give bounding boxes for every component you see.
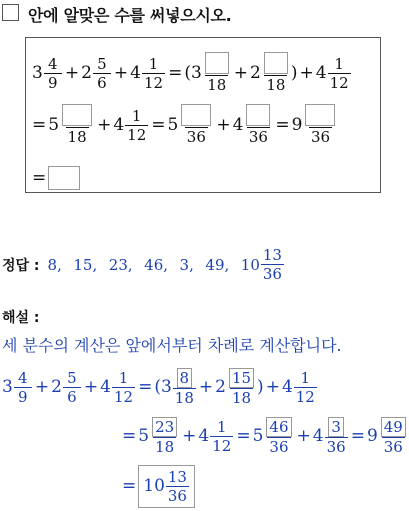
fraction-blank: 36 — [179, 104, 213, 146]
blank-box-icon — [2, 4, 19, 21]
whole-number: 9 — [291, 114, 303, 135]
answer-blank-6[interactable] — [305, 104, 335, 126]
filled-answer-4: 46 — [266, 417, 291, 437]
paren-whole: (3 — [184, 62, 202, 83]
explanation-label: 해설 : — [2, 310, 40, 326]
answer-blank-7[interactable] — [48, 166, 80, 190]
answer-blank-3[interactable] — [62, 104, 92, 126]
answer-blank-2[interactable] — [264, 52, 288, 74]
equals-sign: = — [168, 62, 183, 83]
instruction-text: 안에 알맞은 수를 써넣으시오. — [28, 6, 232, 25]
fraction: $\frac{1}{12}$ — [329, 54, 349, 92]
filled-answer-7: 10 $\frac{13}{36}$ — [138, 465, 195, 508]
fraction: $\frac{5}{6}$ — [93, 55, 111, 92]
fraction-blank: 18 — [203, 52, 231, 94]
filled-answer-6: 49 — [381, 417, 406, 437]
explanation-line-3: = 10 $\frac{13}{36}$ — [122, 465, 195, 508]
whole-number: 3 — [32, 62, 43, 83]
fraction-blank: 18 — [60, 104, 94, 146]
explanation-line-1: 3 $\frac{4}{9}$ + 2 $\frac{5}{6}$ + 4 $\frac{1}{12}$ = (3 $\frac{8}{18}$ + 2 $\frac{15}{18}$ ) + 4 $\frac{1}{12}$ — [2, 369, 315, 407]
answer-label: 정답 : — [2, 257, 40, 274]
fraction: $\frac{4}{9}$ — [44, 55, 62, 92]
whole-number: 4 — [315, 62, 327, 83]
fraction-blank: 36 — [244, 104, 272, 146]
answer-fraction: $\frac{13}{36}$ — [262, 246, 282, 283]
answer-values: 8, 15, 23, 46, 3, 49, 10 — [47, 255, 260, 274]
fraction: $\frac{1}{12}$ — [143, 54, 164, 92]
whole-number: 4 — [113, 114, 125, 135]
fraction-blank: 36 — [303, 104, 337, 146]
answer-blank-5[interactable] — [246, 104, 270, 126]
fraction-blank: 18 — [262, 52, 290, 94]
answer-line — [2, 246, 285, 283]
answer-blank-1[interactable] — [205, 52, 229, 74]
question-line-1: 3 $\frac{4}{9}$ + 2 $\frac{5}{6}$ + 4 $\frac{1}{12}$ = (3 18 + 2 18 ) + 4 $\frac{1}{12}$ — [32, 52, 352, 94]
filled-answer-2: 15 — [229, 368, 254, 388]
whole-number: 5 — [48, 114, 60, 135]
whole-number: 2 — [250, 62, 261, 83]
paren-close: ) — [290, 62, 298, 83]
whole-number: 4 — [130, 62, 141, 83]
explanation-line-2: = 5 $\frac{23}{18}$ + 4 $\frac{1}{12}$ = 5 $\frac{46}{36}$ + 4 $\frac{3}{36}$ = 9 $\frac{49}{36}$ — [122, 417, 409, 456]
question-line-2: = 5 18 + 4 $\frac{1}{12}$ = 5 36 + 4 36 = 9 36 — [32, 104, 338, 146]
question-line-3 — [32, 166, 80, 191]
equals-sign: = — [32, 168, 47, 188]
equals-sign: = — [32, 114, 47, 135]
filled-answer-1: 8 — [177, 368, 193, 388]
answer-blank-4[interactable] — [181, 104, 211, 126]
whole-number: 2 — [81, 62, 92, 83]
whole-number: 5 — [167, 114, 179, 135]
filled-answer-3: 23 — [152, 417, 177, 437]
fraction: $\frac{1}{12}$ — [127, 106, 147, 144]
whole-number: 4 — [232, 114, 244, 135]
filled-answer-5: 3 — [328, 417, 344, 437]
explanation-text: 세 분수의 계산은 앞에서부터 차례로 계산합니다. — [2, 336, 342, 355]
